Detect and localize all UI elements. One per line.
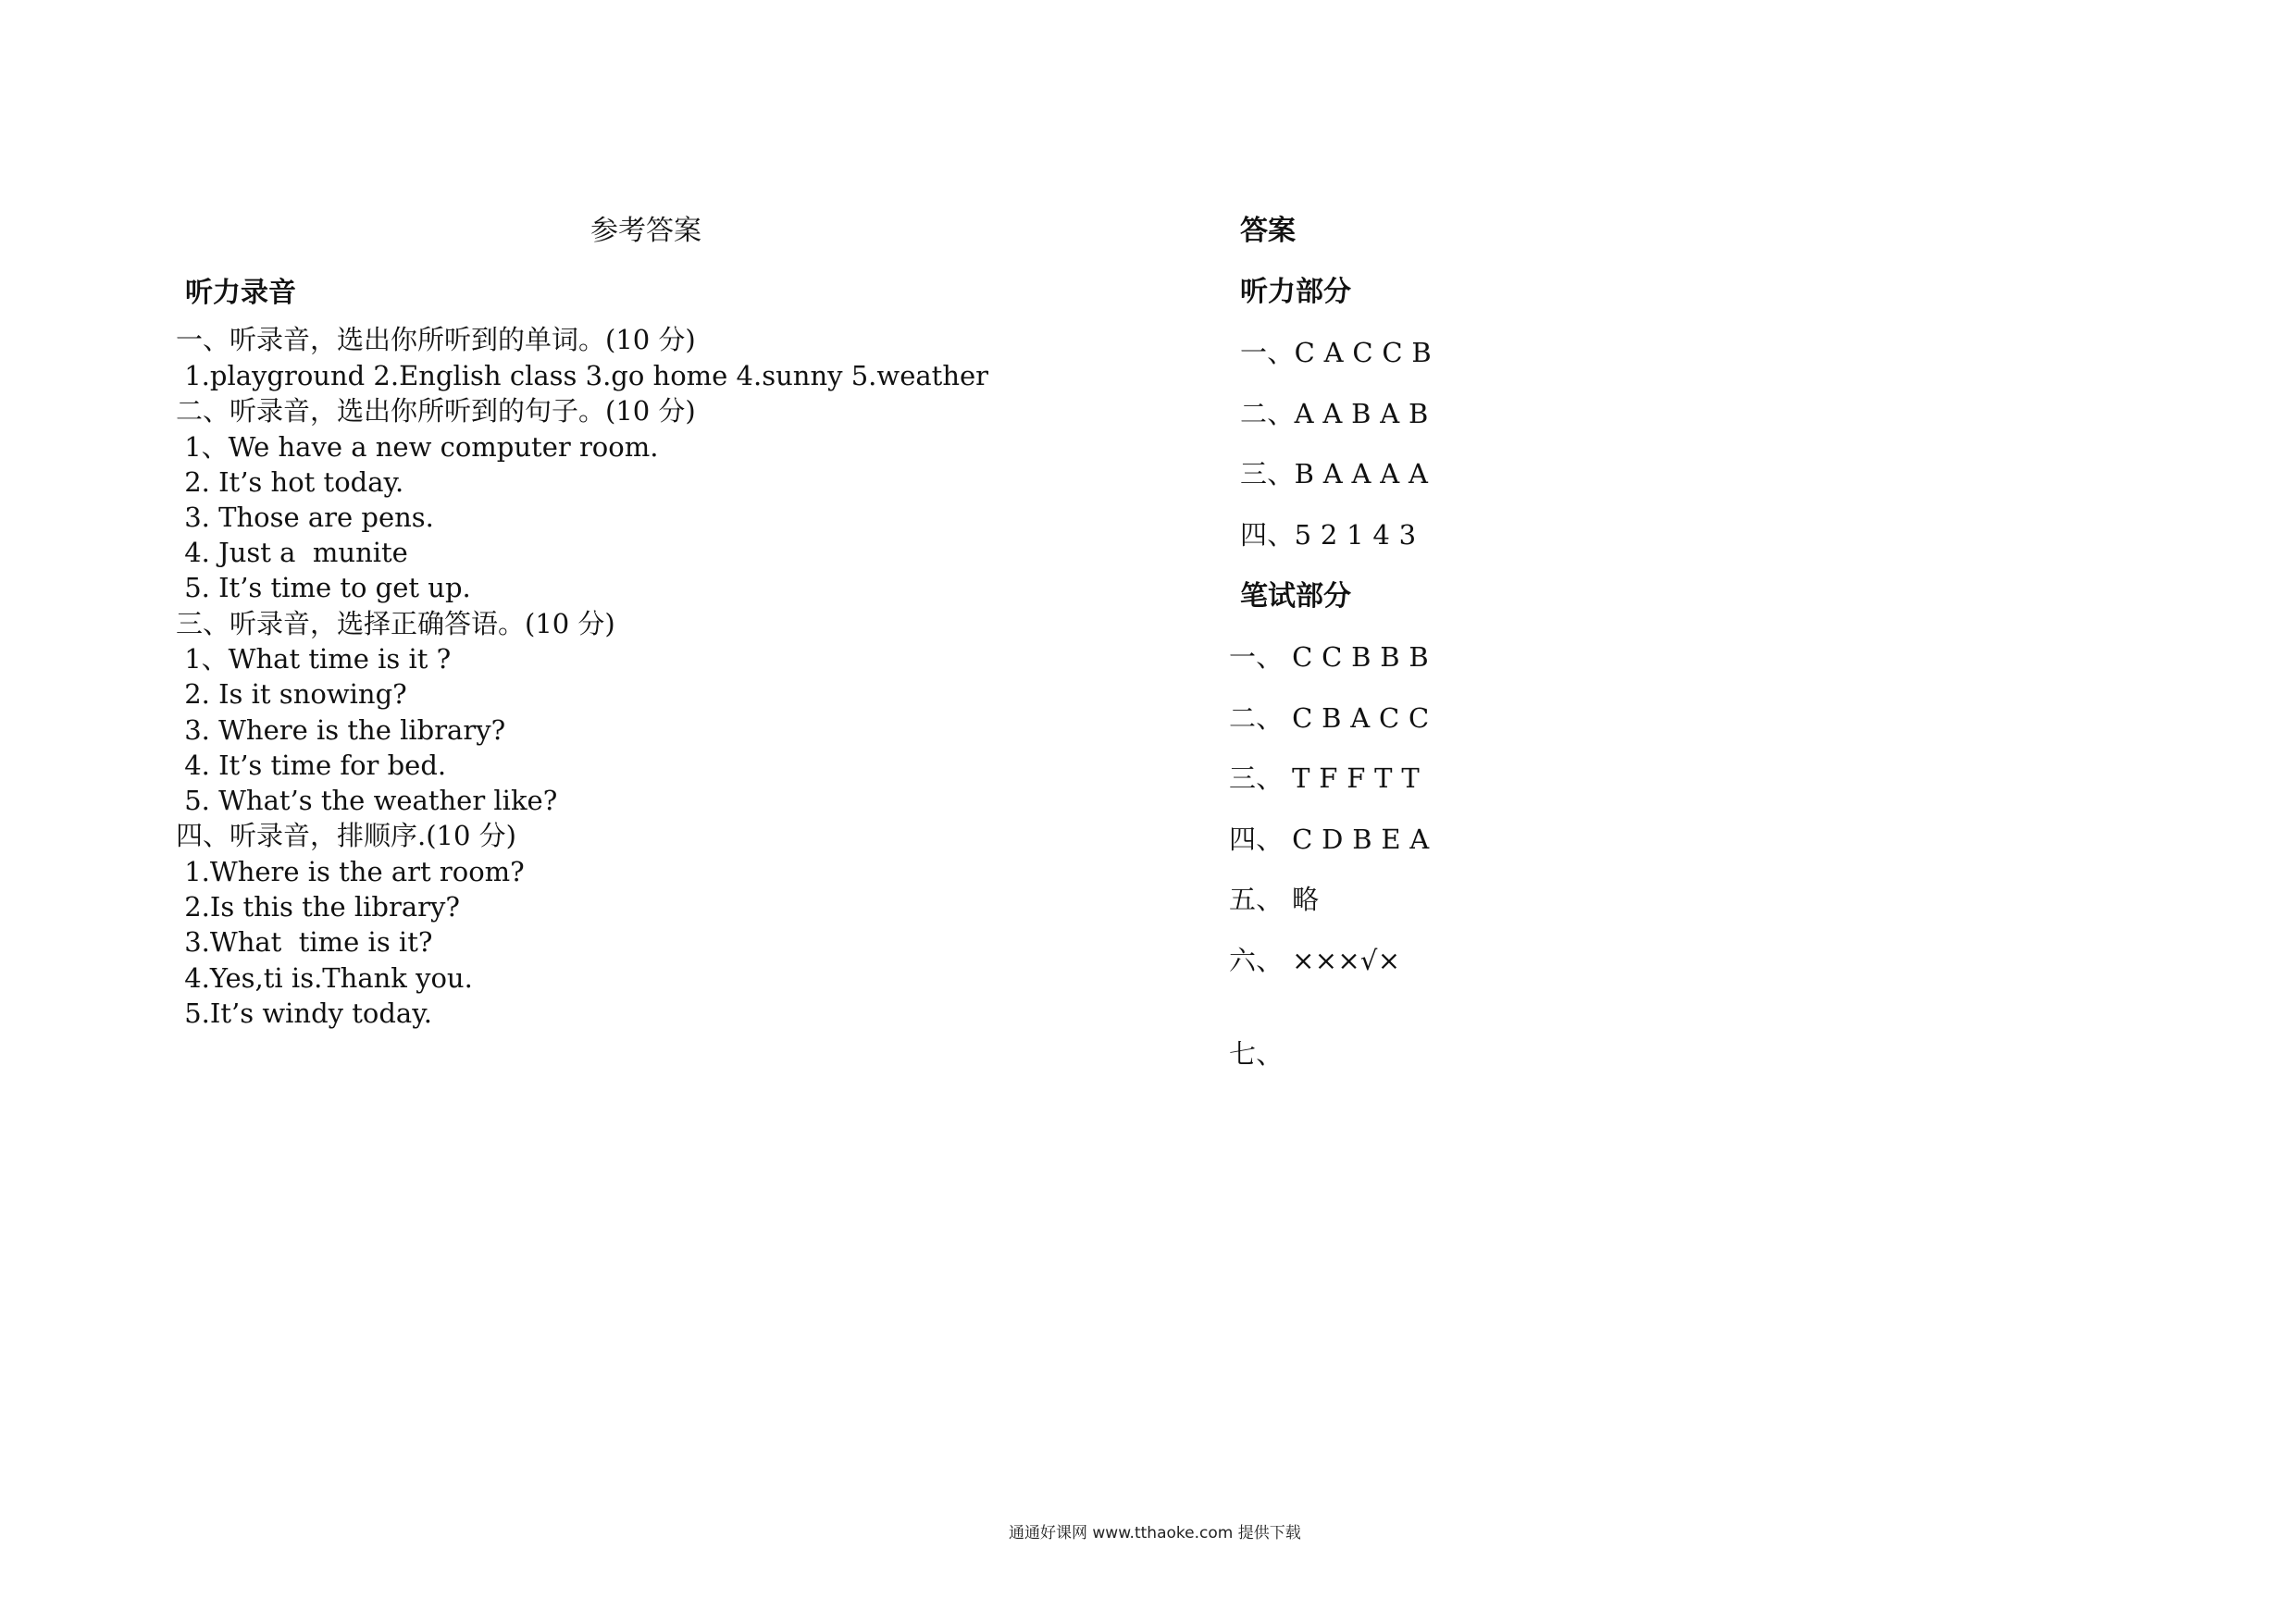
script-line: 4.Yes,ti is.Thank you. [176, 962, 473, 994]
script-line: 5.It’s windy today. [176, 997, 432, 1029]
left-title: 参考答案 [590, 215, 701, 247]
footer-source: 通通好课网 www.tthaoke.com 提供下载 [1009, 1524, 1301, 1542]
script-line: 5. It’s time to get up. [176, 572, 471, 603]
answer-line: 五、 略 [1229, 884, 1320, 915]
answer-title: 答案 [1240, 215, 1296, 247]
script-line: 5. What’s the weather like? [176, 785, 558, 816]
script-line: 1、What time is it ? [176, 643, 452, 675]
script-line: 四、听录音，排顺序.(10 分) [176, 820, 516, 851]
script-line: 3.What time is it? [176, 926, 433, 958]
script-line: 一、听录音，选出你所听到的单词。(10 分) [176, 324, 696, 355]
listening-recording-heading: 听力录音 [185, 277, 296, 309]
script-line: 三、听录音，选择正确答语。(10 分) [176, 608, 615, 639]
written-section-heading: 笔试部分 [1240, 580, 1351, 613]
answer-line: 一、 C C B B B [1229, 641, 1430, 673]
script-line: 二、听录音，选出你所听到的句子。(10 分) [176, 395, 696, 427]
answer-line: 二、A A B A B [1240, 398, 1429, 429]
answer-line: 六、 ×××√× [1229, 945, 1401, 976]
script-line: 3. Where is the library? [176, 714, 506, 746]
script-line: 1.Where is the art room? [176, 856, 525, 887]
script-line: 2.Is this the library? [176, 891, 460, 923]
script-line: 1.playground 2.English class 3.go home 4.sunny 5.weather [176, 360, 989, 391]
answer-line: 四、 C D B E A [1229, 824, 1430, 855]
script-line: 4. Just a munite [176, 537, 408, 568]
answer-line: 三、B A A A A [1240, 458, 1429, 489]
script-line: 2. It’s hot today. [176, 466, 404, 498]
listening-section-heading: 听力部分 [1240, 276, 1351, 308]
answer-line: 四、5 2 1 4 3 [1240, 519, 1417, 551]
script-line: 2. Is it snowing? [176, 678, 407, 710]
answer-line: 一、C A C C B [1240, 337, 1432, 368]
script-line: 4. It’s time for bed. [176, 750, 447, 781]
answer-line: 二、 C B A C C [1229, 702, 1430, 734]
script-line: 3. Those are pens. [176, 502, 434, 533]
answer-line: 七、 [1229, 1038, 1284, 1070]
answer-line: 三、 T F F T T [1229, 762, 1420, 794]
script-line: 1、We have a new computer room. [176, 431, 659, 463]
